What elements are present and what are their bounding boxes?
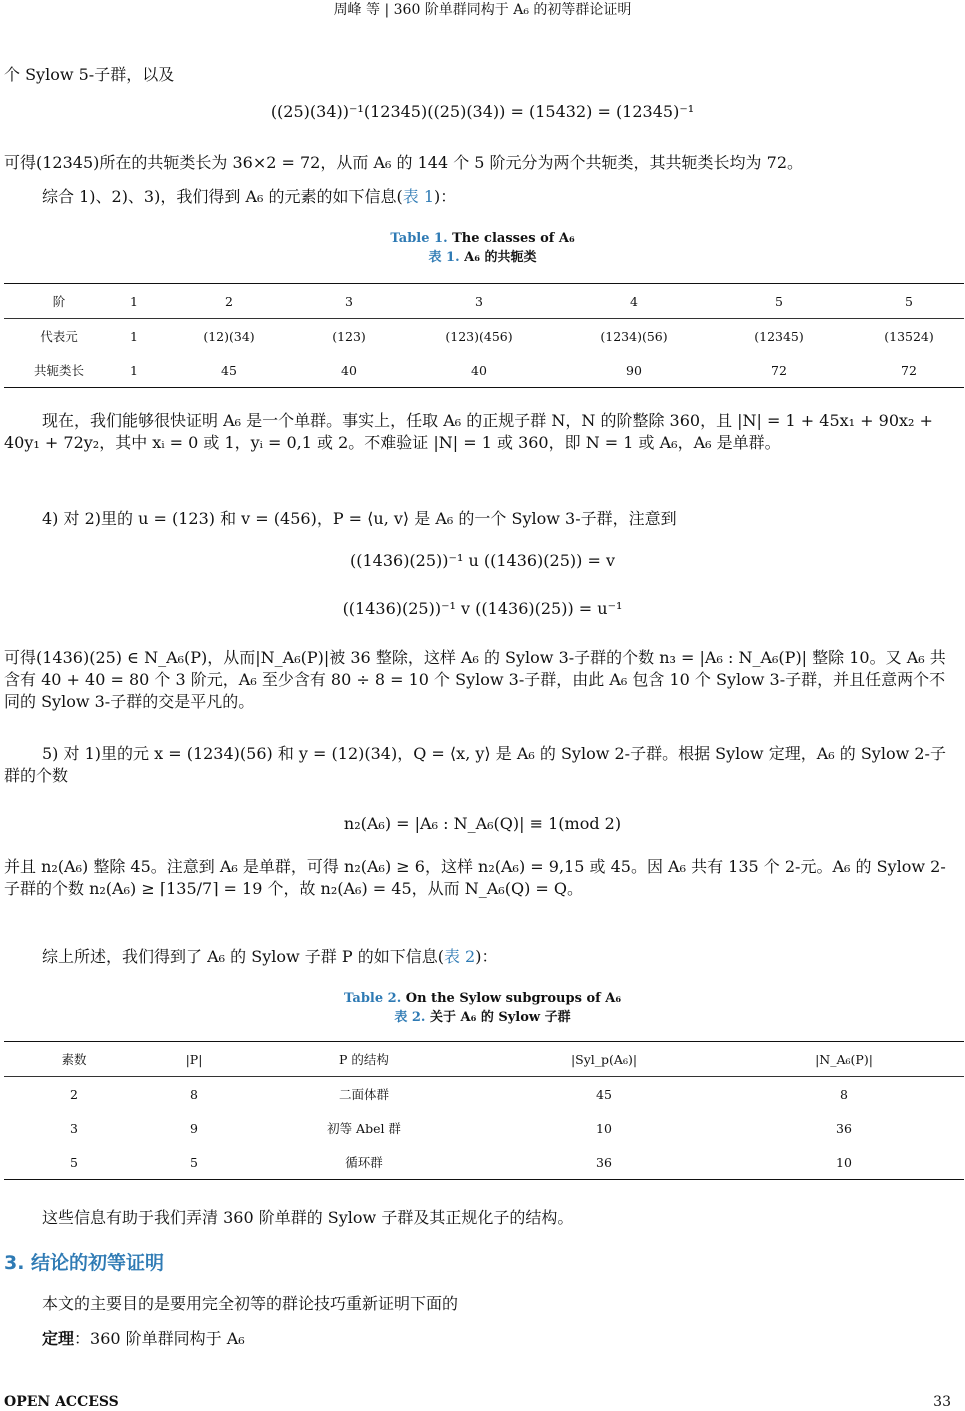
table-cell: (12345) [754,328,804,344]
table2-sylow-subgroups [4,1041,964,1180]
paragraph-sylow5: 个 Sylow 5-子群，以及 [4,65,175,84]
table-cell: 36 [596,1154,612,1170]
table-header-cell: P 的结构 [244,1042,484,1077]
caption-label: 表 2. [394,1010,426,1025]
paragraph-table2-intro [4,946,961,968]
table-row [4,319,964,354]
paragraph-theorem [4,1328,961,1350]
table-cell: 阶 [4,284,114,319]
table-row [4,1145,964,1180]
table-cell: 循环群 [345,1155,383,1170]
table-cell: 72 [901,362,917,378]
table-cell: 5 [704,284,854,319]
footer-page-number: 33 [933,1394,951,1410]
paragraph-summary: 这些信息有助于我们弄清 360 阶单群的 Sylow 子群及其正规化子的结构。 [42,1208,574,1227]
theorem-text: ：360 阶单群同构于 A₆ [74,1329,245,1348]
caption-label: 表 1. [428,250,460,265]
caption-label: Table 1. [390,231,448,246]
table2-caption-en [0,990,965,1007]
table-cell: 3 [304,284,394,319]
table-cell: 代表元 [40,329,78,344]
table-cell: (13524) [884,328,934,344]
caption-text: The classes of A₆ [447,231,575,246]
table1-link[interactable]: 表 1 [402,187,435,206]
table-cell: 5 [854,284,964,319]
caption-text: A₆ 的共轭类 [459,250,537,265]
paragraph-sylow2-intro: 5) 对 1)里的元 x = (1234)(56) 和 y = (12)(34)，Q = ⟨x, y⟩ 是 A₆ 的 Sylow 2-子群。根据 Sylow 定理，A₆ 的 Sylow 2-子群的个数 [4,744,946,785]
table-cell: 8 [840,1086,848,1102]
table1-caption-en [0,230,965,247]
table-cell: 72 [771,362,787,378]
table-cell: 3 [394,284,564,319]
table-cell: 45 [596,1086,612,1102]
table-cell: 共轭类长 [33,363,84,378]
caption-label: Table 2. [343,991,402,1006]
table-cell: 90 [626,362,642,378]
table-header-cell: |P| [144,1042,244,1077]
table-row [4,1042,964,1077]
table2-caption-cn [0,1009,965,1026]
table-cell: 初等 Abel 群 [327,1121,401,1136]
paragraph-table1-intro [4,186,961,208]
table-header-cell: |N_A₆(P)| [724,1042,964,1077]
table-header-cell: 素数 [4,1042,144,1077]
table-cell: 1 [114,284,154,319]
table-row [4,353,964,388]
table-cell: 9 [190,1120,198,1136]
table-row [4,1077,964,1112]
table-cell: (12)(34) [203,328,255,344]
paragraph-sylow3-count: 可得(1436)(25) ∈ N_A₆(P)，从而|N_A₆(P)|被 36 整除，这样 A₆ 的 Sylow 3-子群的个数 n₃ = |A₆ : N_A₆(P)| 整除 10。又 A₆ 共含有 40 + 40 = 80 个 3 阶元，A₆ 至少含有 80 ÷ 8 = 10 个 Sylow 3-子群，由此 A₆ 包含 10 个 Sylow 3-子群，并且任意两个不同的 Sylow 3-子群的交是平凡的。 [4,648,946,711]
table-cell: 2 [154,284,304,319]
table-cell: 二面体群 [338,1087,389,1102]
table1-conjugacy-classes [4,283,964,388]
theorem-label: 定理 [42,1329,75,1348]
text: 综上所述，我们得到了 A₆ 的 Sylow 子群 P 的如下信息( [42,947,444,966]
table-cell: (123) [332,328,366,344]
equation-conjugation-5cycle: ((25)(34))⁻¹(12345)((25)(34)) = (15432) = (12345)⁻¹ [270,102,695,121]
table-cell: (1234)(56) [600,328,668,344]
table-cell: 4 [564,284,704,319]
running-header: 周峰 等 | 360 阶单群同构于 A₆ 的初等群论证明 [333,2,632,18]
table-row [4,284,964,319]
table-cell: (123)(456) [445,328,513,344]
table-cell: 3 [70,1120,78,1136]
paragraph-sylow2-count: 并且 n₂(A₆) 整除 45。注意到 A₆ 是单群，可得 n₂(A₆) ≥ 6，这样 n₂(A₆) = 9,15 或 45。因 A₆ 共有 135 个 2-元。A₆ 的 Sylow 2-子群的个数 n₂(A₆) ≥ ⌈135/7⌉ = 19 个，故 n₂(A₆) = 45，从而 N_A₆(Q) = Q。 [4,857,946,898]
table-header-cell: |Syl_p(A₆)| [484,1042,724,1077]
table-cell: 45 [221,362,237,378]
equation-conj-v: ((1436)(25))⁻¹ v ((1436)(25)) = u⁻¹ [342,599,623,618]
caption-text: 关于 A₆ 的 Sylow 子群 [425,1010,571,1025]
table-cell: 40 [471,362,487,378]
equation-conj-u: ((1436)(25))⁻¹ u ((1436)(25)) = v [349,551,615,570]
paragraph-main-purpose: 本文的主要目的是要用完全初等的群论技巧重新证明下面的 [42,1294,459,1313]
section-heading-3: 3. 结论的初等证明 [4,1252,165,1274]
caption-text: On the Sylow subgroups of A₆ [401,991,622,1006]
table-cell: 5 [190,1154,198,1170]
paragraph-a6-simple: 现在，我们能够很快证明 A₆ 是一个单群。事实上，任取 A₆ 的正规子群 N，N 的阶整除 360，且 |N| = 1 + 45x₁ + 90x₂ + 40y₁ + 72y₂，其中 xᵢ = 0 或 1，yᵢ = 0,1 或 2。不难验证 |N| = 1 或 360，即 N = 1 或 A₆，A₆ 是单群。 [4,411,933,452]
table-cell: 10 [836,1154,852,1170]
table-row [4,1111,964,1145]
equation-n2: n₂(A₆) = |A₆ : N_A₆(Q)| ≡ 1(mod 2) [343,814,622,833]
text: )： [475,947,498,966]
table-cell: 5 [70,1154,78,1170]
text: )： [434,187,457,206]
table2-link[interactable]: 表 2 [443,947,476,966]
table-cell: 1 [130,328,138,344]
table-cell: 2 [70,1086,78,1102]
table-cell: 8 [190,1086,198,1102]
paragraph-sylow3-intro: 4) 对 2)里的 u = (123) 和 v = (456)，P = ⟨u, v⟩ 是 A₆ 的一个 Sylow 3-子群，注意到 [42,509,677,528]
footer-open-access: OPEN ACCESS [4,1394,119,1410]
table1-caption-cn [0,249,965,266]
text: 综合 1)、2)、3)，我们得到 A₆ 的元素的如下信息( [42,187,403,206]
table-cell: 10 [596,1120,612,1136]
table-cell: 40 [341,362,357,378]
table-cell: 1 [130,362,138,378]
table-cell: 36 [836,1120,852,1136]
paragraph-5cycle-classes: 可得(12345)所在的共轭类长为 36×2 = 72，从而 A₆ 的 144 个 5 阶元分为两个共轭类，其共轭类长均为 72。 [4,153,804,172]
